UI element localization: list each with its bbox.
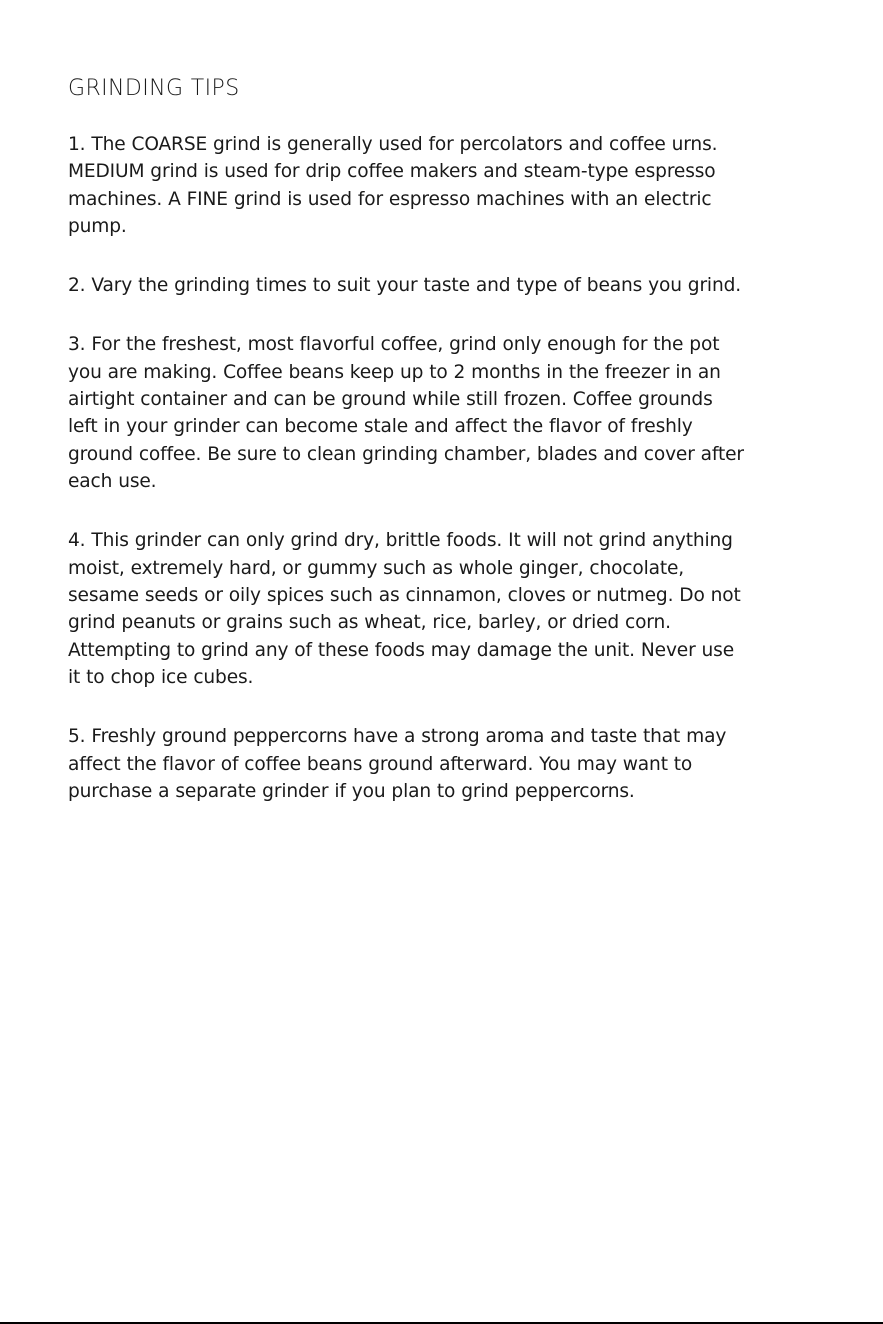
tip-line: 1. The COARSE grind is generally used for percolators and coffee urns. [68,134,718,155]
tip-line: left in your grinder can become stale and affect the flavor of freshly [68,416,693,438]
tip-line: 5. Freshly ground peppercorns have a strong aroma and taste that may [68,726,727,748]
tip-line: it to chop ice cubes. [68,667,254,689]
tip-5 [68,723,828,805]
tip-4 [68,527,828,691]
tip-line: 3. For the freshest, most flavorful coffee, grind only enough for the pot [68,334,720,356]
tip-line: MEDIUM grind is used for drip coffee makers and steam-type espresso [68,161,716,183]
tip-line: Attempting to grind any of these foods may damage the unit. Never use [68,639,735,661]
tip-line: machines. A FINE grind is used for espresso machines with an electric [68,188,712,210]
page-title: GRINDING TIPS [68,76,240,101]
tip-line: airtight container and can be ground while still frozen. Coffee grounds [68,389,713,411]
tip-line: 4. This grinder can only grind dry, brittle foods. It will not grind anything [68,530,733,552]
tip-line: sesame seeds or oily spices such as cinnamon, cloves or nutmeg. Do not [68,585,741,607]
tip-line: affect the flavor of coffee beans ground afterward. You may want to [68,753,693,775]
tip-line: you are making. Coffee beans keep up to 2 months in the freezer in an [68,361,721,383]
tip-line: 2. Vary the grinding times to suit your taste and type of beans you grind. [68,275,741,297]
tip-1 [68,131,828,241]
tip-line: moist, extremely hard, or gummy such as whole ginger, chocolate, [68,557,685,579]
tip-line: each use. [68,471,157,493]
tips-list [68,131,828,837]
tip-line: purchase a separate grinder if you plan to grind peppercorns. [68,781,635,803]
tip-line: ground coffee. Be sure to clean grinding chamber, blades and cover after [68,443,744,465]
tip-3 [68,331,828,495]
tip-2 [68,272,828,299]
tip-line: pump. [68,216,127,238]
tip-line: grind peanuts or grains such as wheat, rice, barley, or dried corn. [68,612,671,634]
